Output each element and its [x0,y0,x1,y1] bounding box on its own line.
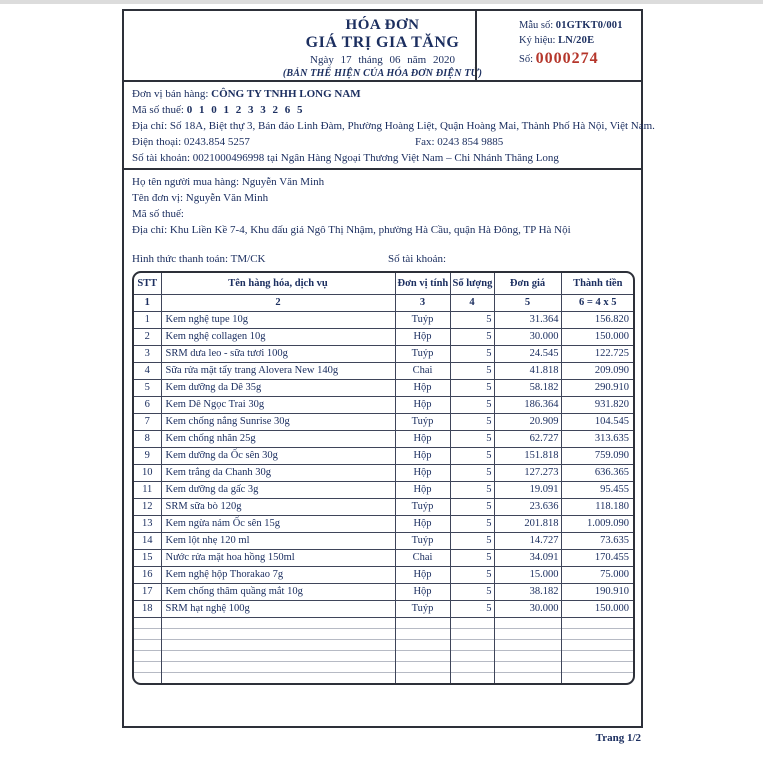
table-cell: 7 [134,413,161,430]
seller-company-line [132,86,633,102]
table-cell: Hộp [395,430,450,447]
table-cell: 19.091 [494,481,561,498]
empty-table-row [134,617,634,628]
table-cell: 23.636 [494,498,561,515]
table-cell: Hộp [395,328,450,345]
table-row [134,464,634,481]
table-cell: 186.364 [494,396,561,413]
empty-table-cell [161,661,395,672]
empty-table-cell [395,628,450,639]
empty-table-cell [450,617,494,628]
buyer-address-line: Địa chỉ: Khu Liền Kề 7-4, Khu đấu giá Ngô Thị Nhậm, phường Hà Cầu, quận Hà Đông, TP Hà Nội [132,224,571,236]
items-table-wrap [132,271,635,685]
table-cell: Hộp [395,379,450,396]
table-cell: Nước rửa mặt hoa hồng 150ml [161,549,395,566]
column-header: Thành tiền [573,277,623,289]
empty-table-cell [161,628,395,639]
empty-table-cell [450,639,494,650]
buyer-account-label: Số tài khoản: [388,253,447,265]
seller-section [124,82,655,170]
table-cell: 5 [450,566,494,583]
empty-table-cell [561,617,634,628]
table-cell: 5 [450,447,494,464]
column-index-cell: 4 [450,294,494,311]
invoice-subtitle: (BẢN THỂ HIỆN CỦA HÓA ĐƠN ĐIỆN TỬ) [282,68,483,79]
table-cell: 62.727 [494,430,561,447]
table-cell: Hộp [395,566,450,583]
empty-table-cell [134,639,161,650]
table-cell: 5 [450,413,494,430]
table-cell: 150.000 [561,328,634,345]
empty-table-cell [395,639,450,650]
table-cell: 15.000 [494,566,561,583]
empty-table-cell [494,661,561,672]
table-cell: Kem chống thâm quầng mắt 10g [161,583,395,600]
empty-table-row [134,650,634,661]
table-cell: 16 [134,566,161,583]
empty-table-cell [134,661,161,672]
page-number: Trang 1/2 [595,732,641,744]
invoice-page [122,9,655,728]
seller-company-name: CÔNG TY TNHH LONG NAM [211,88,361,100]
table-cell: Hộp [395,464,450,481]
empty-table-cell [561,661,634,672]
table-cell: 1.009.090 [561,515,634,532]
table-cell: 58.182 [494,379,561,396]
table-row [134,515,634,532]
empty-table-cell [494,639,561,650]
seller-bank-account-line: Số tài khoản: 0021000496998 tại Ngân Hàng Ngoại Thương Việt Nam – Chi Nhánh Thăng Long [132,152,559,164]
empty-table-cell [494,617,561,628]
invoice-number-value: 0000274 [535,50,599,67]
invoice-date: Ngày 17 tháng 06 năm 2020 [310,54,455,66]
empty-table-row [134,661,634,672]
empty-table-cell [134,672,161,683]
empty-table-cell [450,628,494,639]
table-cell: 122.725 [561,345,634,362]
table-cell: 5 [450,396,494,413]
empty-table-cell [134,650,161,661]
table-cell: Kem trắng da Chanh 30g [161,464,395,481]
empty-table-cell [561,628,634,639]
table-cell: 759.090 [561,447,634,464]
table-cell: 290.910 [561,379,634,396]
seller-tax-line [132,102,633,118]
table-cell: Sữa rửa mặt tẩy trang Alovera New 140g [161,362,395,379]
seller-tax-label: Mã số thuế: [132,104,184,116]
photo-edge-artifact [0,0,763,4]
empty-table-cell [450,650,494,661]
empty-table-cell [450,672,494,683]
table-row [134,447,634,464]
serial-label: Ký hiệu: [519,35,556,46]
seller-phone: Điện thoại: 0243.854 5257 [132,136,250,148]
table-cell: 5 [450,311,494,328]
table-cell: 11 [134,481,161,498]
table-cell: Kem nghệ collagen 10g [161,328,395,345]
table-cell: 3 [134,345,161,362]
table-cell: Kem dưỡng da gấc 3g [161,481,395,498]
table-cell: 2 [134,328,161,345]
table-cell: 201.818 [494,515,561,532]
table-cell: 4 [134,362,161,379]
table-cell: 31.364 [494,311,561,328]
empty-table-cell [494,628,561,639]
empty-table-row [134,639,634,650]
invoice-number-label: Số: [519,54,534,65]
empty-table-cell [395,617,450,628]
empty-table-cell [161,639,395,650]
table-cell: 38.182 [494,583,561,600]
column-index-cell: 6 = 4 x 5 [561,294,634,311]
table-cell: 170.455 [561,549,634,566]
table-cell: 5 [450,328,494,345]
column-index-cell: 1 [134,294,161,311]
table-cell: 156.820 [561,311,634,328]
table-cell: 13 [134,515,161,532]
table-cell: Kem Dê Ngọc Trai 30g [161,396,395,413]
table-cell: Chai [395,549,450,566]
table-cell: 5 [450,583,494,600]
buyer-tax-line: Mã số thuế: [132,208,184,220]
table-cell: Tuýp [395,600,450,617]
table-cell: Kem chống nắng Sunrise 30g [161,413,395,430]
table-cell: 10 [134,464,161,481]
payment-line [132,251,633,267]
invoice-number-line [519,50,641,68]
table-cell: Hộp [395,583,450,600]
table-cell: Tuýp [395,498,450,515]
form-number-value: 01GTKT0/001 [555,20,623,31]
column-header: STT [134,273,161,294]
table-cell: 5 [450,345,494,362]
table-cell: 14.727 [494,532,561,549]
table-cell: 5 [450,430,494,447]
column-index-cell: 3 [395,294,450,311]
empty-table-cell [561,639,634,650]
seller-fax: Fax: 0243 854 9885 [415,136,504,148]
items-table-index-row [134,294,634,311]
items-table-body [134,311,634,683]
table-row [134,481,634,498]
table-cell: SRM sữa bò 120g [161,498,395,515]
empty-table-cell [494,672,561,683]
empty-table-cell [161,650,395,661]
table-cell: 5 [450,549,494,566]
table-cell: 20.909 [494,413,561,430]
invoice-meta-box [475,11,641,80]
table-cell: 34.091 [494,549,561,566]
table-cell: 9 [134,447,161,464]
table-cell: SRM hạt nghệ 100g [161,600,395,617]
table-row [134,345,634,362]
form-number-label: Mẫu số: [519,20,554,31]
table-cell: 30.000 [494,328,561,345]
column-header: Số lượng [450,273,494,294]
invoice-title-line2: GIÁ TRỊ GIA TĂNG [305,34,460,51]
table-cell: 151.818 [494,447,561,464]
table-cell: Kem ngừa nám Ốc sên 15g [161,515,395,532]
table-cell: 18 [134,600,161,617]
table-cell: Hộp [395,396,450,413]
column-header: Đơn vị tính [395,273,450,294]
table-cell: 1 [134,311,161,328]
table-cell: Tuýp [395,345,450,362]
table-cell: Tuýp [395,532,450,549]
table-row [134,396,634,413]
table-cell: 95.455 [561,481,634,498]
table-row [134,362,634,379]
column-header: Tên hàng hóa, dịch vụ [161,273,395,294]
table-cell: 5 [450,464,494,481]
table-row [134,600,634,617]
table-cell: Kem chống nhăn 25g [161,430,395,447]
table-cell: Kem nghệ hộp Thorakao 7g [161,566,395,583]
empty-table-cell [161,672,395,683]
empty-table-cell [561,650,634,661]
table-cell: 14 [134,532,161,549]
seller-tax-code: 0 1 0 1 2 3 3 2 6 5 [186,104,305,116]
table-cell: 5 [450,532,494,549]
table-cell: 313.635 [561,430,634,447]
empty-table-cell [450,661,494,672]
seller-address-line: Địa chỉ: Số 18A, Biệt thự 3, Bán đảo Linh Đàm, Phường Hoàng Liệt, Quận Hoàng Mai, Thành Phố Hà Nội, Việt Nam. [132,120,655,132]
seller-company-label: Đơn vị bán hàng: [132,88,209,100]
table-row [134,413,634,430]
table-cell: 75.000 [561,566,634,583]
empty-table-cell [395,672,450,683]
column-index-cell: 2 [161,294,395,311]
table-cell: Kem dưỡng da Ốc sên 30g [161,447,395,464]
table-cell: 118.180 [561,498,634,515]
table-row [134,583,634,600]
column-index-cell: 5 [494,294,561,311]
buyer-company-line: Tên đơn vị: Nguyễn Văn Minh [132,192,269,204]
table-cell: SRM dưa leo - sữa tươi 100g [161,345,395,362]
table-cell: 190.910 [561,583,634,600]
empty-table-cell [134,628,161,639]
table-cell: 41.818 [494,362,561,379]
serial-value: LN/20E [558,35,595,46]
table-cell: Kem dưỡng da Dê 35g [161,379,395,396]
column-header: Đơn giá [494,273,561,294]
table-cell: 5 [450,498,494,515]
table-cell: 15 [134,549,161,566]
table-row [134,532,634,549]
buyer-name-line: Họ tên người mua hàng: Nguyễn Văn Minh [132,176,325,188]
serial-line [519,35,641,46]
table-cell: Chai [395,362,450,379]
table-cell: 17 [134,583,161,600]
invoice-title-line1: HÓA ĐƠN [345,17,420,33]
empty-table-cell [561,672,634,683]
empty-table-cell [134,617,161,628]
empty-table-cell [161,617,395,628]
empty-table-cell [395,661,450,672]
table-cell: 5 [450,379,494,396]
table-cell: 12 [134,498,161,515]
table-cell: 5 [134,379,161,396]
items-table [134,273,634,683]
empty-table-cell [395,650,450,661]
table-row [134,498,634,515]
table-cell: 104.545 [561,413,634,430]
table-row [134,430,634,447]
table-row [134,311,634,328]
buyer-spacer [132,238,633,251]
invoice-header [124,11,641,82]
table-cell: 6 [134,396,161,413]
table-row [134,566,634,583]
table-cell: 5 [450,600,494,617]
table-cell: 636.365 [561,464,634,481]
table-cell: 5 [450,362,494,379]
table-cell: Tuýp [395,413,450,430]
table-cell: 931.820 [561,396,634,413]
table-row [134,549,634,566]
table-cell: 5 [450,481,494,498]
items-table-header-row [134,273,634,294]
table-cell: Kem lột nhẹ 120 ml [161,532,395,549]
table-cell: 24.545 [494,345,561,362]
table-cell: Hộp [395,481,450,498]
table-cell: 150.000 [561,600,634,617]
table-cell: Kem nghệ tupe 10g [161,311,395,328]
buyer-section [124,170,641,271]
table-cell: Tuýp [395,311,450,328]
table-cell: Hộp [395,447,450,464]
form-number-line [519,20,641,31]
table-cell: 5 [450,515,494,532]
table-cell: 8 [134,430,161,447]
empty-table-cell [494,650,561,661]
table-row [134,328,634,345]
table-cell: 209.090 [561,362,634,379]
seller-phone-line [132,134,633,150]
table-cell: 30.000 [494,600,561,617]
table-cell: Hộp [395,515,450,532]
table-cell: 127.273 [494,464,561,481]
empty-table-row [134,628,634,639]
empty-table-row [134,672,634,683]
table-cell: 73.635 [561,532,634,549]
payment-method: Hình thức thanh toán: TM/CK [132,253,266,265]
table-row [134,379,634,396]
